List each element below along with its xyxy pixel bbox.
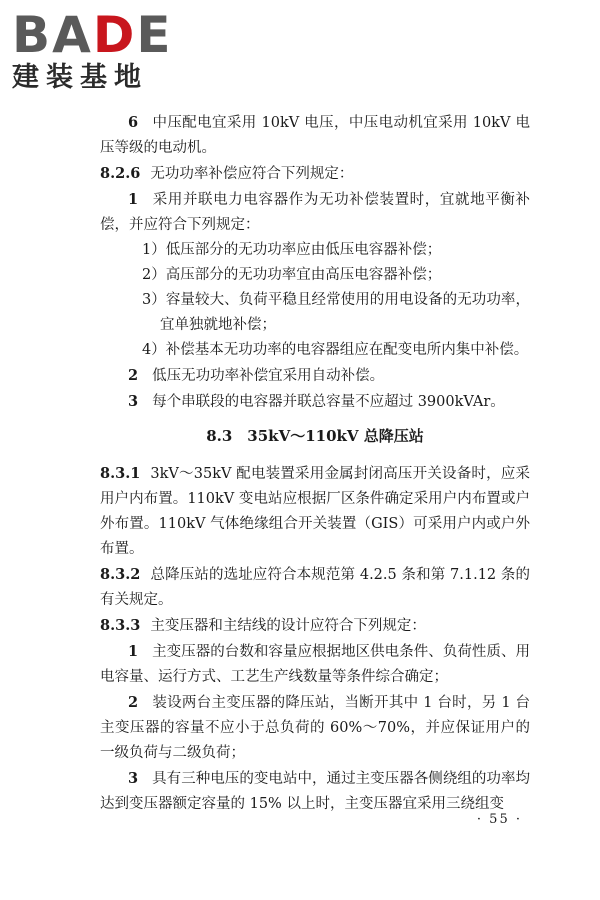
page-number: · 55 · — [476, 812, 522, 827]
subitem-4: 4）补偿基本无功功率的电容器组应在配变电所内集中补偿。 — [142, 342, 529, 358]
document-body — [100, 110, 530, 817]
logo-word-part3: E — [136, 6, 173, 64]
item-1 — [100, 187, 530, 238]
logo-wordmark — [12, 8, 182, 62]
item-2 — [100, 690, 530, 766]
item-number: 1 — [128, 191, 139, 208]
section-heading: 8.3 35kV～110kV 总降压站 — [206, 427, 424, 445]
clause-number: 8.2.6 — [100, 165, 141, 182]
clause-number: 8.3.1 — [100, 465, 141, 482]
item-1 — [100, 639, 530, 690]
item-text: 装设两台主变压器的降压站，当断开其中 1 台时，另 1 台主变压器的容量不应小于总负荷的 60%～70%，并应保证用户的一级负荷与二级负荷； — [100, 695, 530, 761]
item-text: 中压配电宜采用 10kV 电压，中压电动机宜采用 10kV 电压等级的电动机。 — [100, 115, 530, 156]
item-3 — [100, 766, 530, 817]
item-number: 2 — [128, 367, 139, 384]
item-3 — [100, 389, 530, 415]
clause-8-2-6 — [100, 161, 530, 187]
clause-text: 3kV～35kV 配电装置采用金属封闭高压开关设备时，应采用户内布置。110kV 变电站应根据厂区条件确定采用户内布置或户外布置。110kV 气体绝缘组合开关装置（GIS）可采用户内或户外布置。 — [100, 466, 530, 557]
clause-8-3-2 — [100, 562, 530, 613]
item-number: 3 — [128, 770, 139, 787]
item-number: 1 — [128, 643, 139, 660]
item-number: 2 — [128, 694, 139, 711]
logo-word-part1: BA — [12, 6, 93, 64]
item-text: 每个串联段的电容器并联总容量不应超过 3900kVAr。 — [152, 394, 505, 410]
logo-subtitle: 建装基地 — [12, 62, 148, 93]
item-number: 3 — [128, 393, 139, 410]
item-text: 主变压器的台数和容量应根据地区供电条件、负荷性质、用电容量、运行方式、工艺生产线数量等条件综合确定； — [100, 644, 530, 685]
logo-word-part2: D — [92, 6, 137, 64]
clause-text: 无功功率补偿应符合下列规定： — [150, 166, 354, 182]
clause-number: 8.3.2 — [100, 566, 141, 583]
item-text: 具有三种电压的变电站中，通过主变压器各侧绕组的功率均达到变压器额定容量的 15% 以上时，主变压器宜采用三绕组变 — [100, 771, 530, 812]
clause-8-3-1 — [100, 461, 530, 562]
clause-text: 总降压站的选址应符合本规范第 4.2.5 条和第 7.1.12 条的有关规定。 — [100, 567, 530, 608]
clause-text: 主变压器和主结线的设计应符合下列规定： — [150, 618, 426, 634]
logo — [12, 8, 182, 98]
item-text: 低压无功功率补偿宜采用自动补偿。 — [152, 368, 385, 384]
item-2 — [100, 363, 530, 389]
clause-number: 8.3.3 — [100, 617, 141, 634]
subitem-3: 3）容量较大、负荷平稳且经常使用的用电设备的无功功率，宜单独就地补偿； — [142, 292, 530, 333]
subitem-1: 1）低压部分的无功功率应由低压电容器补偿； — [142, 242, 442, 258]
clause-8-3-3 — [100, 613, 530, 639]
item-text: 采用并联电力电容器作为无功补偿装置时，宜就地平衡补偿，并应符合下列规定： — [100, 192, 530, 233]
subitem-2: 2）高压部分的无功功率宜由高压电容器补偿； — [142, 267, 442, 283]
item-number: 6 — [128, 114, 139, 131]
item-6 — [100, 110, 530, 161]
